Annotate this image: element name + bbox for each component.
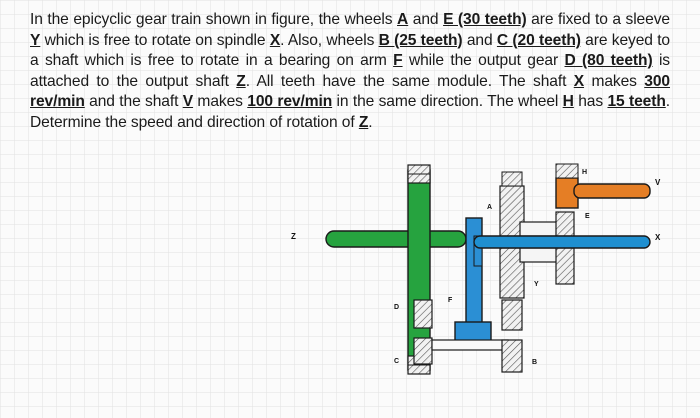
problem-emphasis: H bbox=[562, 93, 574, 111]
spindle-x bbox=[474, 236, 650, 248]
label-a: A bbox=[487, 204, 493, 211]
label-e: E bbox=[585, 213, 590, 220]
problem-emphasis: X bbox=[269, 31, 281, 49]
problem-emphasis: 300 rev/min bbox=[30, 72, 670, 111]
problem-text: while the output gear bbox=[402, 52, 565, 70]
problem-text: . bbox=[368, 113, 373, 131]
problem-statement bbox=[30, 10, 670, 134]
problem-text: is attached to the output shaft bbox=[30, 52, 671, 90]
problem-text: makes bbox=[584, 72, 645, 90]
problem-emphasis: V bbox=[182, 93, 194, 111]
problem-emphasis: E (30 teeth) bbox=[443, 11, 527, 28]
problem-text: and the shaft bbox=[84, 93, 183, 111]
label-d: D bbox=[394, 304, 400, 311]
problem-text: and bbox=[408, 11, 444, 28]
problem-text: makes bbox=[193, 93, 248, 111]
problem-text: are keyed to a shaft which is free to rotate in a bearing on arm bbox=[30, 31, 670, 70]
problem-emphasis: 100 rev/min bbox=[247, 93, 333, 111]
problem-emphasis: 15 teeth bbox=[607, 93, 666, 111]
label-x: X bbox=[655, 233, 661, 242]
problem-text: . Determine the speed and direction of rotation of bbox=[30, 93, 670, 131]
problem-emphasis: C (20 teeth) bbox=[496, 31, 581, 49]
problem-emphasis: F bbox=[393, 52, 403, 70]
problem-emphasis: Y bbox=[30, 31, 41, 49]
label-b: B bbox=[532, 359, 538, 366]
problem-text: in the same direction. The wheel bbox=[332, 93, 563, 111]
problem-emphasis: A bbox=[397, 11, 409, 28]
label-f: F bbox=[448, 297, 453, 304]
problem-text: are fixed to a sleeve bbox=[526, 11, 670, 28]
problem-text: has bbox=[573, 93, 608, 111]
problem-emphasis: Z bbox=[358, 113, 369, 131]
problem-emphasis: B (25 teeth) bbox=[378, 31, 463, 49]
problem-emphasis: D (80 teeth) bbox=[564, 52, 653, 70]
problem-text: . Also, wheels bbox=[280, 31, 379, 49]
label-c: C bbox=[394, 358, 400, 365]
label-h: H bbox=[582, 169, 588, 176]
label-v: V bbox=[655, 178, 661, 187]
label-y: Y bbox=[534, 281, 539, 288]
bc-shaft bbox=[432, 340, 508, 350]
problem-text: which is free to rotate on spindle bbox=[40, 31, 270, 49]
problem-text: In the epicyclic gear train shown in figure, the wheels bbox=[30, 11, 398, 28]
label-z: Z bbox=[291, 232, 296, 241]
problem-emphasis: X bbox=[573, 72, 585, 90]
problem-text: and bbox=[462, 31, 497, 49]
problem-text: . All teeth have the same module. The shaft bbox=[245, 72, 574, 90]
problem-emphasis: Z bbox=[236, 72, 246, 90]
